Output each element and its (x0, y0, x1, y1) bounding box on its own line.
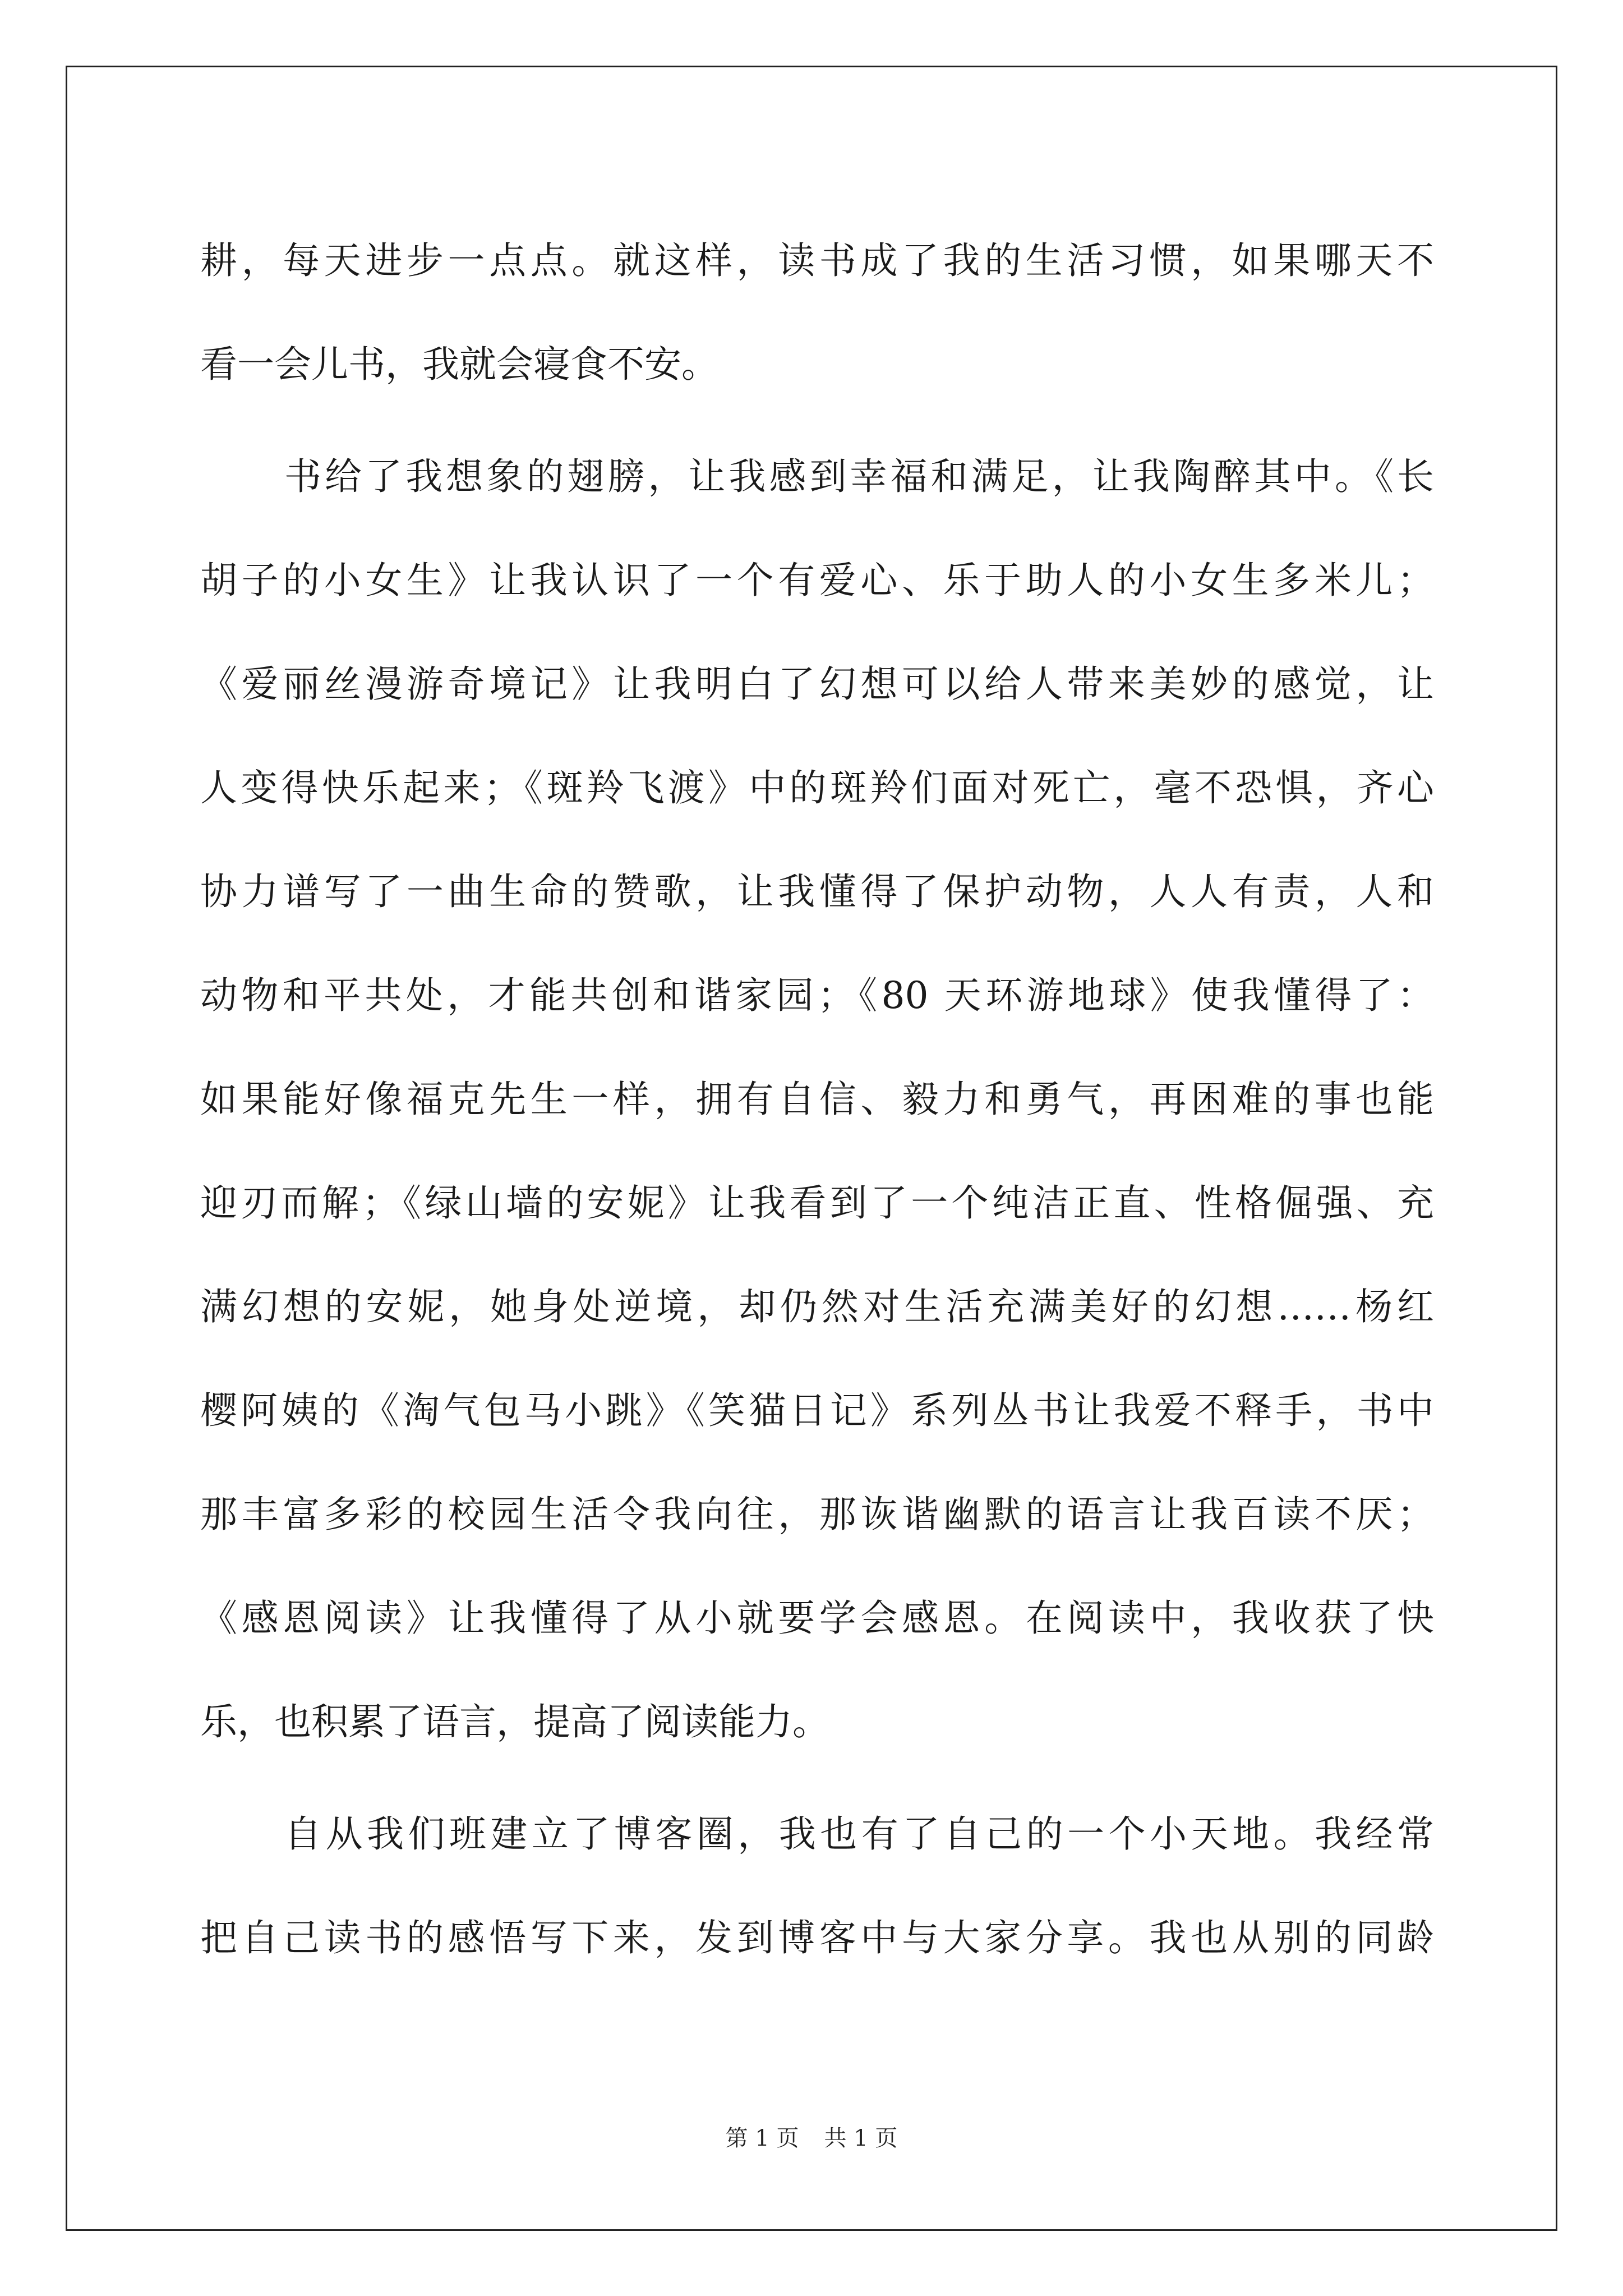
text-line: 动物和平共处，才能共创和谐家园；《80 天环游地球》使我懂得了： (200, 974, 1434, 1017)
text-line: 樱阿姨的《淘气包马小跳》《笑猫日记》系列丛书让我爱不释手，书中 (200, 1389, 1434, 1432)
text-line: 自从我们班建立了博客圈，我也有了自己的一个小天地。我经常 (284, 1812, 1434, 1856)
text-line: 迎刃而解；《绿山墙的安妮》让我看到了一个纯洁正直、性格倔强、充 (200, 1181, 1434, 1225)
document-body (200, 209, 1434, 1990)
text-line: 耕，每天进步一点点。就这样，读书成了我的生活习惯，如果哪天不 (200, 239, 1434, 282)
paragraph-gap (200, 1774, 1434, 1782)
text-line: 满幻想的安妮，她身处逆境，却仍然对生活充满美好的幻想……杨红 (200, 1285, 1434, 1328)
text-line: 《爱丽丝漫游奇境记》让我明白了幻想可以给人带来美妙的感觉，让 (200, 662, 1434, 706)
paragraph-gap (200, 416, 1434, 425)
text-line: 看一会儿书，我就会寝食不安。 (200, 343, 718, 386)
text-line: 那丰富多彩的校园生活令我向往，那诙谐幽默的语言让我百读不厌； (200, 1493, 1434, 1536)
page-footer (0, 2120, 1623, 2152)
text-line: 把自己读书的感悟写下来，发到博客中与大家分享。我也从别的同龄 (200, 1916, 1434, 1959)
text-line: 如果能好像福克先生一样，拥有自信、毅力和勇气，再困难的事也能 (200, 1078, 1434, 1121)
text-line: 协力谱写了一曲生命的赞歌，让我懂得了保护动物，人人有责，人和 (200, 870, 1434, 913)
text-line: 人变得快乐起来；《斑羚飞渡》中的斑羚们面对死亡，毫不恐惧，齐心 (200, 766, 1434, 809)
text-line: 书给了我想象的翅膀，让我感到幸福和满足，让我陶醉其中。《长 (284, 455, 1434, 498)
text-line: 乐，也积累了语言，提高了阅读能力。 (200, 1700, 829, 1743)
page-total: 共 1 页 (824, 2125, 898, 2151)
page-number: 第 1 页 (725, 2125, 799, 2151)
text-line: 胡子的小女生》让我认识了一个有爱心、乐于助人的小女生多米儿； (200, 559, 1434, 602)
text-line: 《感恩阅读》让我懂得了从小就要学会感恩。在阅读中，我收获了快 (200, 1596, 1434, 1640)
